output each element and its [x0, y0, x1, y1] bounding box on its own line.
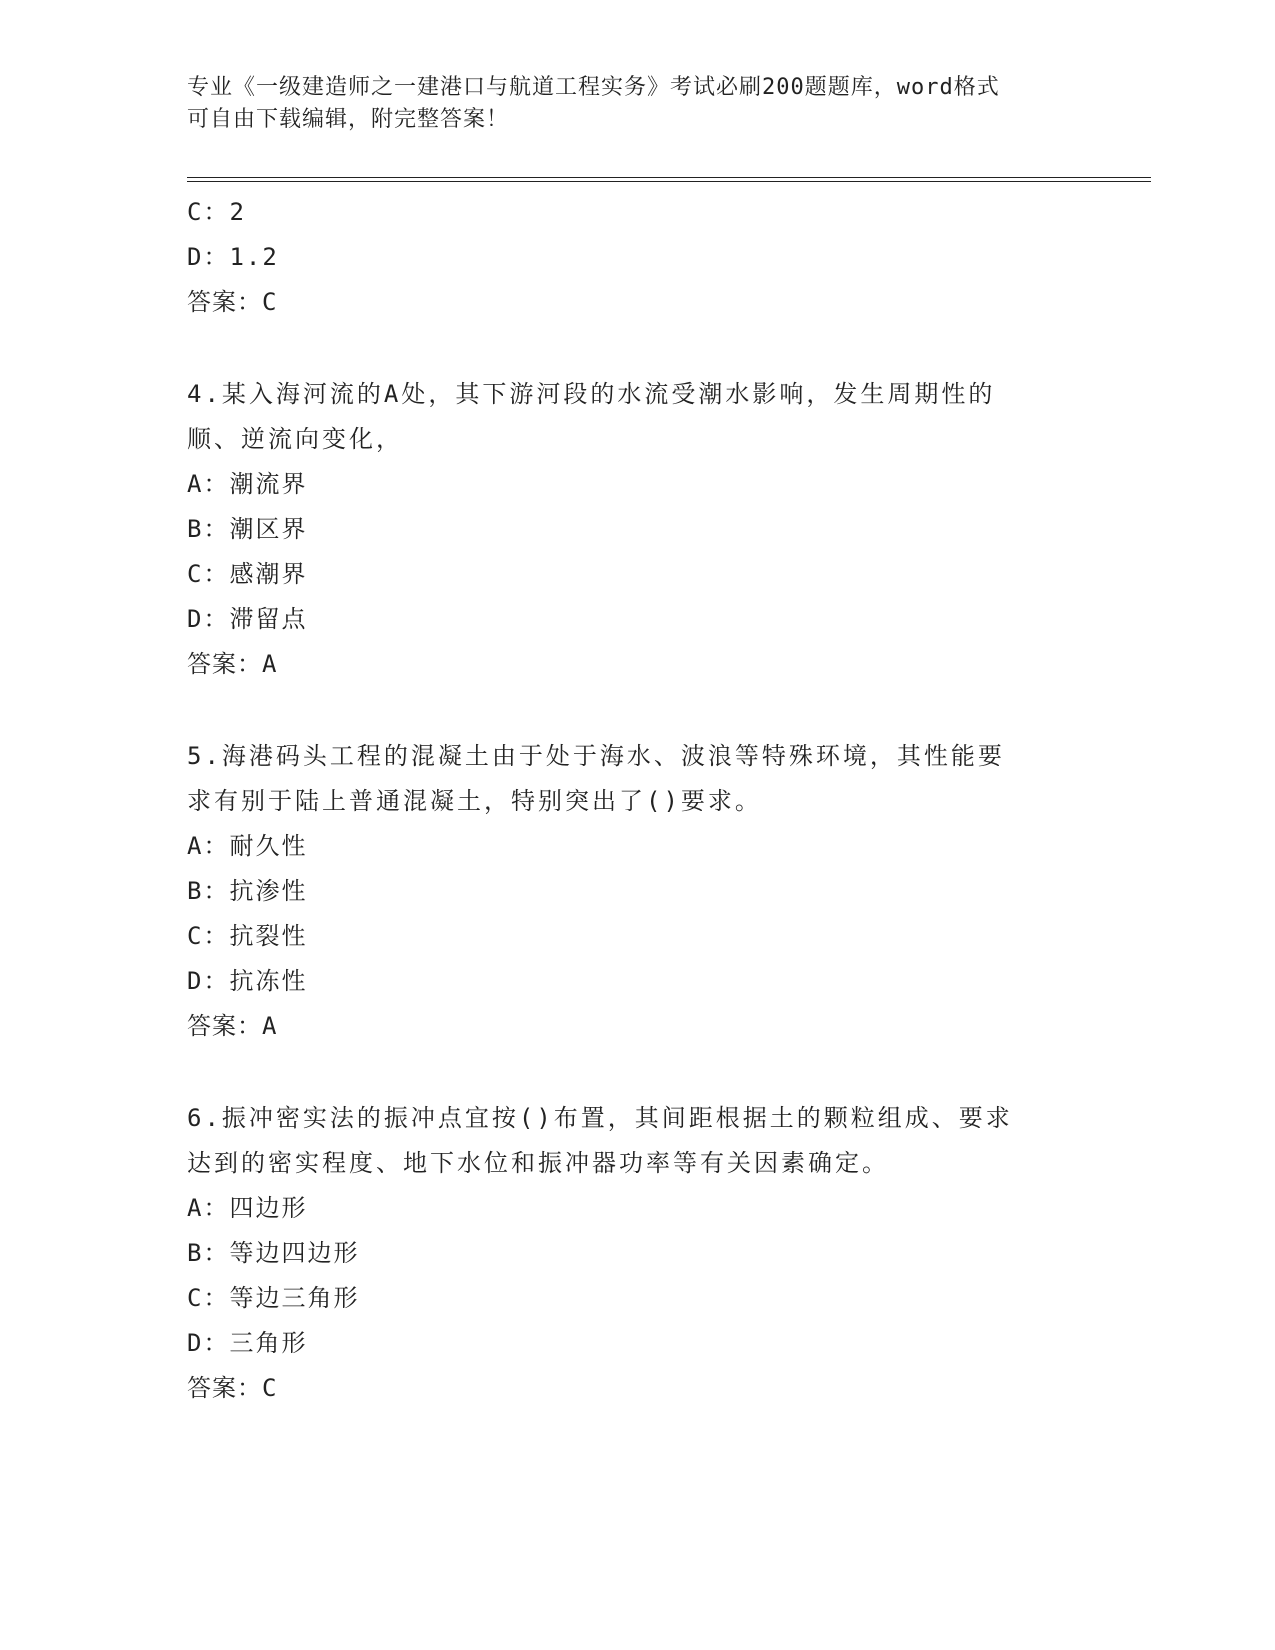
option-c: C：感潮界 — [187, 560, 308, 588]
option-d: D：滞留点 — [187, 605, 308, 633]
answer: 答案：A — [187, 1012, 278, 1040]
header-divider-bottom — [187, 181, 1151, 182]
question-6 — [187, 1096, 1067, 1411]
option-d: D：三角形 — [187, 1329, 308, 1357]
question-text-line: 6.振冲密实法的振冲点宜按()布置，其间距根据土的颗粒组成、要求 — [187, 1104, 1013, 1132]
document-header — [187, 72, 1087, 136]
answer: 答案：C — [187, 1374, 278, 1402]
option-c: C：等边三角形 — [187, 1284, 360, 1312]
header-line-1: 专业《一级建造师之一建港口与航道工程实务》考试必刷200题题库，word格式 — [187, 75, 1000, 100]
question-text-line: 顺、逆流向变化， — [187, 425, 403, 453]
question-text-line: 4.某入海河流的A处，其下游河段的水流受潮水影响，发生周期性的 — [187, 380, 996, 408]
option-b: B：潮区界 — [187, 515, 308, 543]
option-a: A：耐久性 — [187, 832, 308, 860]
header-divider-top — [187, 177, 1151, 178]
option-a: A：潮流界 — [187, 470, 308, 498]
header-line-2: 可自由下载编辑，附完整答案！ — [187, 107, 510, 132]
question-5 — [187, 734, 1067, 1049]
answer: 答案：C — [187, 288, 278, 316]
option-c: C：抗裂性 — [187, 922, 308, 950]
question-text-line: 达到的密实程度、地下水位和振冲器功率等有关因素确定。 — [187, 1149, 889, 1177]
option-d: D：抗冻性 — [187, 967, 308, 995]
option-a: A：四边形 — [187, 1194, 308, 1222]
question-text-line: 求有别于陆上普通混凝土，特别突出了()要求。 — [187, 787, 762, 815]
question-4 — [187, 372, 1067, 687]
option-b: B：抗渗性 — [187, 877, 308, 905]
document-body — [187, 190, 1067, 1411]
answer: 答案：A — [187, 650, 278, 678]
option-d: D：1.2 — [187, 243, 279, 271]
question-text-line: 5.海港码头工程的混凝土由于处于海水、波浪等特殊环境，其性能要 — [187, 742, 1005, 770]
question-continuation — [187, 190, 1067, 325]
option-b: B：等边四边形 — [187, 1239, 360, 1267]
option-c: C：2 — [187, 198, 246, 226]
